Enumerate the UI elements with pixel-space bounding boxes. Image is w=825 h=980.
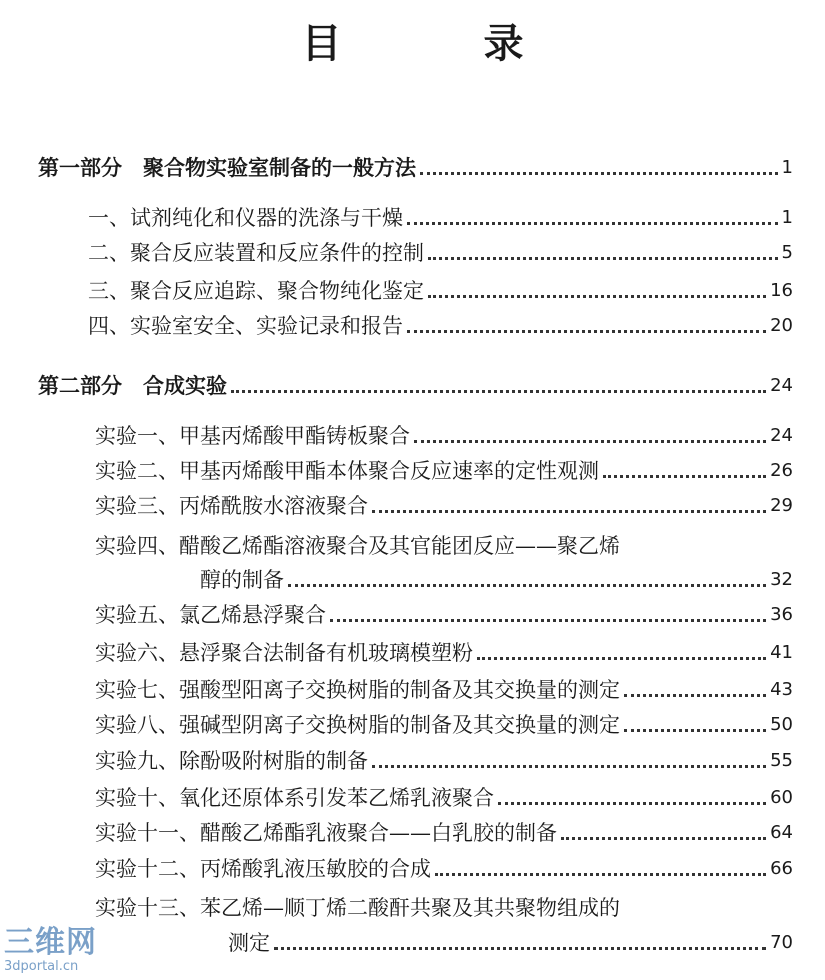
dot-leader bbox=[407, 222, 778, 225]
dot-leader bbox=[420, 172, 778, 175]
toc-part-heading[interactable] bbox=[38, 373, 793, 399]
dot-leader bbox=[428, 295, 766, 298]
toc-page-number: 24 bbox=[770, 375, 793, 396]
toc-entry-first-line[interactable]: 实验十三、苯乙烯—顺丁烯二酸酐共聚及其共聚物组成的 bbox=[95, 896, 620, 920]
toc-entry[interactable] bbox=[95, 748, 793, 774]
dot-leader bbox=[414, 440, 766, 443]
toc-page-number: 16 bbox=[770, 280, 793, 301]
toc-entry[interactable] bbox=[95, 602, 793, 628]
toc-entry-label: 三、聚合反应追踪、聚合物纯化鉴定 bbox=[88, 279, 424, 303]
dot-leader bbox=[624, 729, 766, 732]
toc-entry[interactable] bbox=[88, 205, 793, 231]
toc-entry[interactable] bbox=[88, 240, 793, 266]
dot-leader bbox=[288, 584, 766, 587]
dot-leader bbox=[435, 873, 766, 876]
toc-page-number: 20 bbox=[770, 315, 793, 336]
toc-entry[interactable] bbox=[228, 930, 793, 956]
toc-page-number: 64 bbox=[770, 822, 793, 843]
toc-page-number: 36 bbox=[770, 604, 793, 625]
toc-entry-label: 实验二、甲基丙烯酸甲酯本体聚合反应速率的定性观测 bbox=[95, 459, 599, 483]
toc-entry-label: 实验十一、醋酸乙烯酯乳液聚合——白乳胶的制备 bbox=[95, 821, 557, 845]
toc-entry[interactable] bbox=[95, 712, 793, 738]
toc-entry-label: 一、试剂纯化和仪器的洗涤与干燥 bbox=[88, 206, 403, 230]
dot-leader bbox=[274, 947, 766, 950]
toc-entry[interactable] bbox=[95, 856, 793, 882]
toc-entry[interactable] bbox=[95, 785, 793, 811]
toc-entry-first-line[interactable]: 实验四、醋酸乙烯酯溶液聚合及其官能团反应——聚乙烯 bbox=[95, 534, 620, 558]
toc-entry-label: 实验六、悬浮聚合法制备有机玻璃模塑粉 bbox=[95, 641, 473, 665]
toc-entry[interactable] bbox=[95, 423, 793, 449]
dot-leader bbox=[231, 390, 766, 393]
toc-entry-label: 实验七、强酸型阳离子交换树脂的制备及其交换量的测定 bbox=[95, 678, 620, 702]
toc-page-number: 60 bbox=[770, 787, 793, 808]
toc-page-number: 55 bbox=[770, 750, 793, 771]
toc-page-number: 5 bbox=[781, 242, 793, 263]
toc-entry-label: 实验十、氧化还原体系引发苯乙烯乳液聚合 bbox=[95, 786, 494, 810]
toc-part-label: 第一部分 聚合物实验室制备的一般方法 bbox=[38, 155, 416, 180]
toc-page-number: 70 bbox=[770, 932, 793, 953]
toc-page-number: 32 bbox=[770, 569, 793, 590]
toc-page-number: 24 bbox=[770, 425, 793, 446]
toc-entry[interactable] bbox=[95, 820, 793, 846]
toc-page-number: 1 bbox=[781, 157, 793, 178]
toc-page-number: 66 bbox=[770, 858, 793, 879]
watermark-url: 3dportal.cn bbox=[4, 959, 79, 974]
toc-entry-label: 二、聚合反应装置和反应条件的控制 bbox=[88, 241, 424, 265]
toc-part-label: 第二部分 合成实验 bbox=[38, 373, 227, 398]
toc-entry[interactable] bbox=[95, 493, 793, 519]
toc-entry-label: 实验五、氯乙烯悬浮聚合 bbox=[95, 603, 326, 627]
toc-entry-label: 实验一、甲基丙烯酸甲酯铸板聚合 bbox=[95, 424, 410, 448]
toc-entry-label: 四、实验室安全、实验记录和报告 bbox=[88, 314, 403, 338]
toc-page-number: 1 bbox=[781, 207, 793, 228]
dot-leader bbox=[372, 765, 766, 768]
toc-entry[interactable] bbox=[95, 458, 793, 484]
toc-entry-label-continued: 醇的制备 bbox=[200, 568, 284, 592]
toc-entry[interactable] bbox=[88, 278, 793, 304]
toc-entry-label: 实验十二、丙烯酸乳液压敏胶的合成 bbox=[95, 857, 431, 881]
toc-entry-label: 实验九、除酚吸附树脂的制备 bbox=[95, 749, 368, 773]
dot-leader bbox=[624, 694, 766, 697]
toc-page-number: 41 bbox=[770, 642, 793, 663]
dot-leader bbox=[372, 510, 766, 513]
dot-leader bbox=[407, 330, 766, 333]
toc-entry[interactable] bbox=[200, 567, 793, 593]
watermark-text: 三维网 bbox=[4, 925, 97, 960]
dot-leader bbox=[561, 837, 766, 840]
dot-leader bbox=[330, 619, 766, 622]
page-title: 目 录 bbox=[301, 20, 588, 67]
toc-entry[interactable] bbox=[95, 677, 793, 703]
toc-entry-label: 实验八、强碱型阴离子交换树脂的制备及其交换量的测定 bbox=[95, 713, 620, 737]
dot-leader bbox=[603, 475, 766, 478]
dot-leader bbox=[498, 802, 766, 805]
toc-part-heading[interactable] bbox=[38, 155, 793, 181]
toc-page-number: 29 bbox=[770, 495, 793, 516]
dot-leader bbox=[477, 657, 766, 660]
toc-page-number: 50 bbox=[770, 714, 793, 735]
toc-entry[interactable] bbox=[95, 640, 793, 666]
toc-page-number: 26 bbox=[770, 460, 793, 481]
dot-leader bbox=[428, 257, 778, 260]
toc-page-number: 43 bbox=[770, 679, 793, 700]
toc-entry-label-continued: 测定 bbox=[228, 931, 270, 955]
watermark-logo bbox=[4, 925, 104, 974]
toc-entry[interactable] bbox=[88, 313, 793, 339]
toc-entry-label: 实验三、丙烯酰胺水溶液聚合 bbox=[95, 494, 368, 518]
